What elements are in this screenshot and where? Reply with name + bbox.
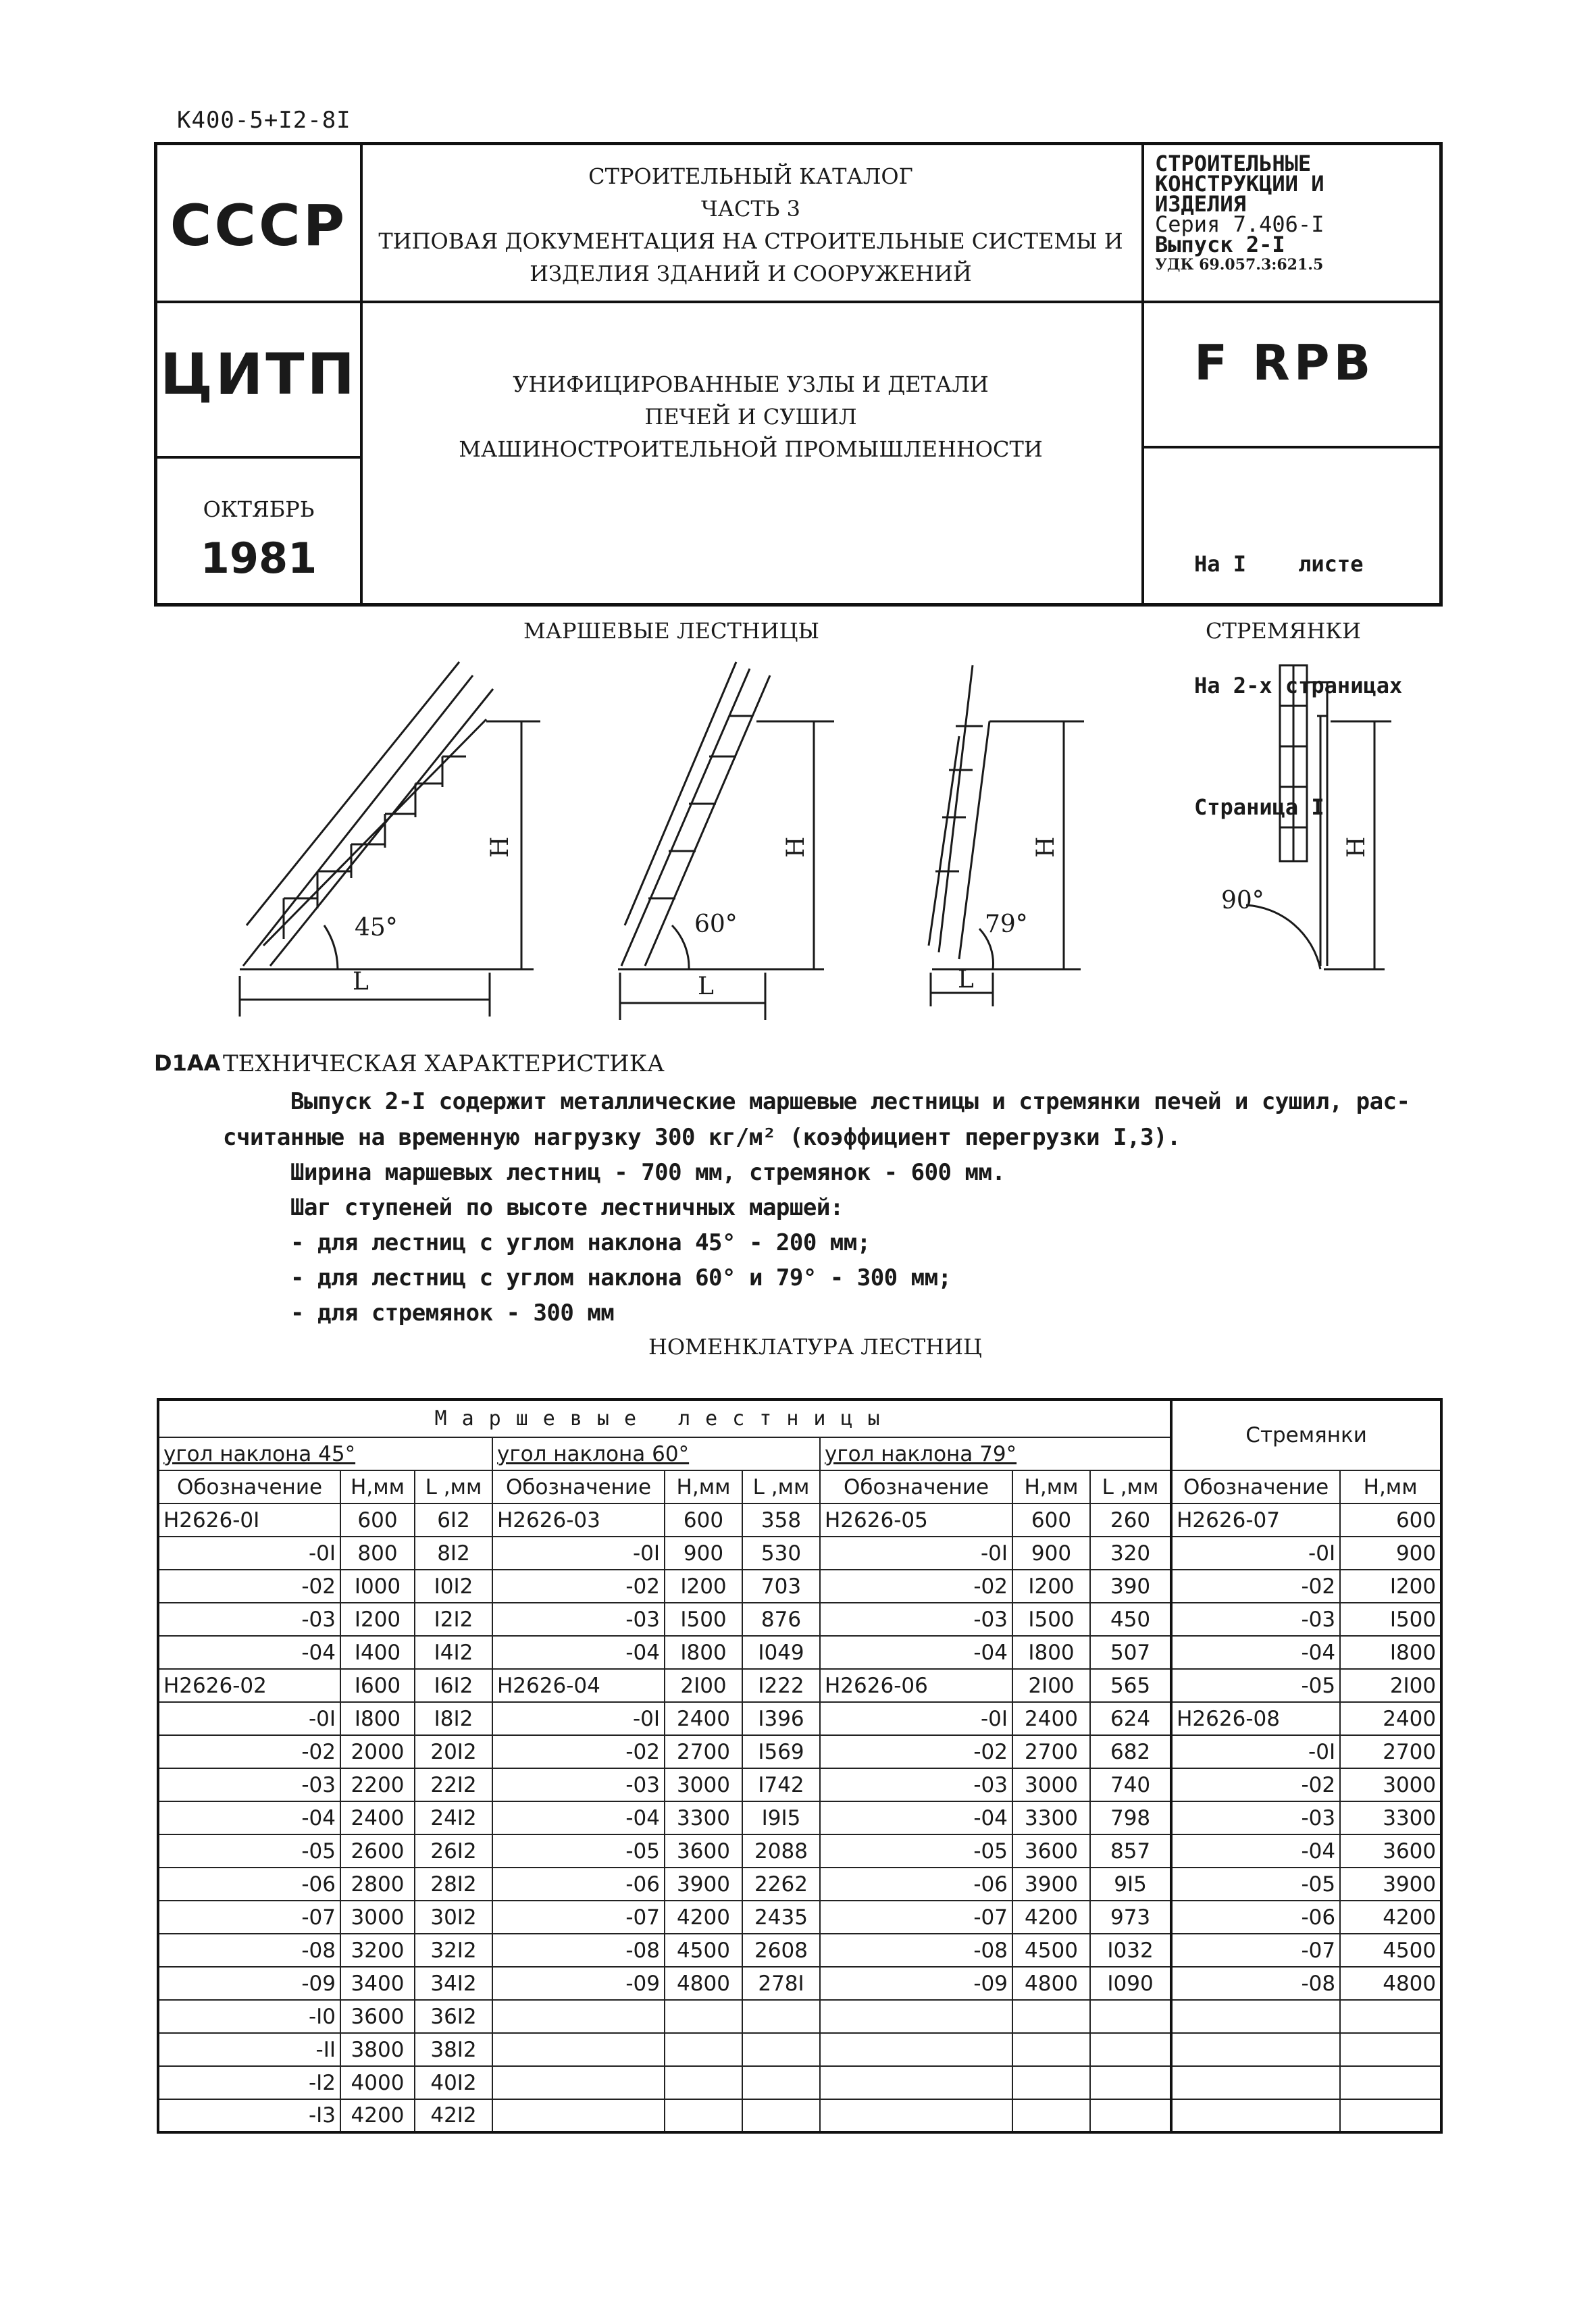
length-label-79: L [958, 966, 974, 994]
table-cell [1171, 2000, 1340, 2033]
table-cell: -0I [1171, 1735, 1340, 1768]
table-cell [1171, 2066, 1340, 2099]
table-cell: -07 [158, 1901, 340, 1934]
table-row [158, 1570, 1441, 1603]
table-cell: I8I2 [415, 1702, 492, 1735]
table-cell [492, 2099, 665, 2132]
table-cell: 4200 [340, 2099, 415, 2132]
table-cell: 2I00 [1012, 1669, 1090, 1702]
table-cell: 2400 [665, 1702, 742, 1735]
table-cell: -05 [1171, 1868, 1340, 1901]
table-row [158, 1702, 1441, 1735]
table-cell: 600 [665, 1503, 742, 1537]
table-cell [1090, 2033, 1171, 2066]
table-row [158, 2000, 1441, 2033]
tech-line-6: - для лестниц с углом наклона 60° и 79° - 300 мм; [290, 1264, 952, 1291]
table-cell [820, 2099, 1012, 2132]
table-cell: 3000 [665, 1768, 742, 1801]
table-cell: 4500 [1340, 1934, 1441, 1967]
table-title: НОМЕНКЛАТУРА ЛЕСТНИЦ [648, 1334, 982, 1360]
table-row [158, 2066, 1441, 2099]
height-label-45: Н [486, 836, 514, 858]
table-cell: -02 [158, 1570, 340, 1603]
table-cell [492, 2066, 665, 2099]
table-cell: 320 [1090, 1537, 1171, 1570]
length-label-60: L [698, 973, 714, 1000]
table-cell: -04 [158, 1636, 340, 1669]
table-cell: -I2 [158, 2066, 340, 2099]
table-row [158, 1537, 1441, 1570]
table-cell [492, 2033, 665, 2066]
table-cell: 4800 [1012, 1967, 1090, 2000]
table-cell: I800 [1340, 1636, 1441, 1669]
classification-code: F RPB [1194, 334, 1375, 391]
table-cell: 857 [1090, 1834, 1171, 1868]
table-cell: -0I [1171, 1537, 1340, 1570]
table-cell: -I0 [158, 2000, 340, 2033]
table-cell: 2400 [1340, 1702, 1441, 1735]
table-row [158, 2033, 1441, 2066]
table-cell: I742 [742, 1768, 820, 1801]
angle-60-label: 60° [694, 910, 738, 938]
height-label-79: Н [1032, 836, 1060, 858]
table-cell: 4000 [340, 2066, 415, 2099]
table-cell: 36I2 [415, 2000, 492, 2033]
table-cell: 900 [1012, 1537, 1090, 1570]
table-cell [742, 2000, 820, 2033]
table-cell [665, 2033, 742, 2066]
section-title: ТЕХНИЧЕСКАЯ ХАРАКТЕРИСТИКА [223, 1050, 665, 1077]
table-cell: 900 [1340, 1537, 1441, 1570]
table-cell: Н2626-03 [492, 1503, 665, 1537]
stair-79-drawing [929, 665, 1084, 1006]
table-cell: Н2626-04 [492, 1669, 665, 1702]
table-cell [1340, 2066, 1441, 2099]
col-header-h: Н,мм [1012, 1470, 1090, 1503]
table-cell: -05 [158, 1834, 340, 1868]
table-cell: -03 [492, 1603, 665, 1636]
table-cell: 26I2 [415, 1834, 492, 1868]
table-cell: I800 [340, 1702, 415, 1735]
table-cell: -03 [820, 1768, 1012, 1801]
table-cell [1340, 2099, 1441, 2132]
table-cell: -08 [820, 1934, 1012, 1967]
table-row [158, 1503, 1441, 1537]
table-cell: 703 [742, 1570, 820, 1603]
table-row [158, 2099, 1441, 2132]
table-row [158, 1868, 1441, 1901]
table-cell: 2400 [340, 1801, 415, 1834]
table-cell: 390 [1090, 1570, 1171, 1603]
table-cell: -04 [492, 1801, 665, 1834]
table-cell: -06 [158, 1868, 340, 1901]
table-cell: 2435 [742, 1901, 820, 1934]
table-cell: I9I5 [742, 1801, 820, 1834]
table-cell: 2700 [1012, 1735, 1090, 1768]
table-cell: 798 [1090, 1801, 1171, 1834]
issue-year: 1981 [200, 534, 317, 583]
table-cell: 4200 [1340, 1901, 1441, 1934]
table-cell: 42I2 [415, 2099, 492, 2132]
table-cell: 565 [1090, 1669, 1171, 1702]
table-cell: 3300 [665, 1801, 742, 1834]
stairs-caption: МАРШЕВЫЕ ЛЕСТНИЦЫ [523, 618, 820, 644]
nomenclature-table [157, 1398, 1443, 2134]
table-cell: I222 [742, 1669, 820, 1702]
table-cell: -II [158, 2033, 340, 2066]
table-cell: 530 [742, 1537, 820, 1570]
table-cell [665, 2000, 742, 2033]
table-cell: -0I [820, 1537, 1012, 1570]
table-cell: 900 [665, 1537, 742, 1570]
table-cell [1012, 2033, 1090, 2066]
table-cell: -08 [1171, 1967, 1340, 2000]
height-label-90: Н [1343, 836, 1370, 858]
table-cell: -0I [820, 1702, 1012, 1735]
table-cell: 3800 [340, 2033, 415, 2066]
table-cell: 2700 [665, 1735, 742, 1768]
table-cell: -02 [820, 1570, 1012, 1603]
table-cell: 32I2 [415, 1934, 492, 1967]
table-cell: 358 [742, 1503, 820, 1537]
table-cell: -02 [1171, 1768, 1340, 1801]
table-cell [1012, 2099, 1090, 2132]
table-cell: 600 [340, 1503, 415, 1537]
ladders-caption: СТРЕМЯНКИ [1206, 618, 1361, 644]
stairs-drawings [0, 648, 1596, 1040]
table-cell: -06 [492, 1868, 665, 1901]
table-cell: I800 [665, 1636, 742, 1669]
table-cell: 2000 [340, 1735, 415, 1768]
table-cell [742, 2099, 820, 2132]
table-cell: 3000 [1012, 1768, 1090, 1801]
col-header-l: L ,мм [1090, 1470, 1171, 1503]
height-label-60: Н [782, 836, 810, 858]
table-cell: -04 [820, 1636, 1012, 1669]
table-cell: 278I [742, 1967, 820, 2000]
angle-header-45: угол наклона 45° [158, 1437, 492, 1470]
tech-line-5: - для лестниц с углом наклона 45° - 200 мм; [290, 1229, 871, 1256]
table-cell: -09 [820, 1967, 1012, 2000]
table-row [158, 1636, 1441, 1669]
col-header-l: L ,мм [742, 1470, 820, 1503]
table-cell [820, 2033, 1012, 2066]
table-cell: I400 [340, 1636, 415, 1669]
col-header-h: Н,мм [340, 1470, 415, 1503]
table-cell: -03 [158, 1603, 340, 1636]
table-cell [820, 2066, 1012, 2099]
table-cell: I0I2 [415, 1570, 492, 1603]
table-cell: -03 [1171, 1801, 1340, 1834]
angle-79-label: 79° [985, 910, 1028, 938]
tech-line-4: Шаг ступеней по высоте лестничных маршей: [290, 1194, 844, 1221]
table-cell: Н2626-0I [158, 1503, 340, 1537]
table-cell: 2800 [340, 1868, 415, 1901]
table-cell: 3200 [340, 1934, 415, 1967]
table-cell [492, 2000, 665, 2033]
table-cell [1340, 2000, 1441, 2033]
section-code: D1AA [154, 1050, 221, 1076]
table-cell: -02 [492, 1735, 665, 1768]
table-cell [1012, 2000, 1090, 2033]
table-cell: 3600 [1340, 1834, 1441, 1868]
table-cell: I500 [1012, 1603, 1090, 1636]
table-cell: -04 [158, 1801, 340, 1834]
table-cell: 624 [1090, 1702, 1171, 1735]
table-cell: -05 [820, 1834, 1012, 1868]
table-cell: 28I2 [415, 1868, 492, 1901]
table-cell: 6I2 [415, 1503, 492, 1537]
table-cell [1340, 2033, 1441, 2066]
col-header-designation: Обозначение [820, 1470, 1012, 1503]
angle-header-60: угол наклона 60° [492, 1437, 820, 1470]
table-cell: 38I2 [415, 2033, 492, 2066]
table-cell: 2088 [742, 1834, 820, 1868]
table-cell: -04 [492, 1636, 665, 1669]
table-cell [1171, 2033, 1340, 2066]
table-cell: -03 [1171, 1603, 1340, 1636]
table-cell: 3600 [665, 1834, 742, 1868]
table-cell: 3400 [340, 1967, 415, 2000]
table-cell: -02 [158, 1735, 340, 1768]
table-cell: 2262 [742, 1868, 820, 1901]
table-cell: -06 [820, 1868, 1012, 1901]
table-cell: Н2626-07 [1171, 1503, 1340, 1537]
table-cell: I2I2 [415, 1603, 492, 1636]
table-cell: -0I [158, 1702, 340, 1735]
col-header-h: Н,мм [1340, 1470, 1441, 1503]
table-cell: -08 [158, 1934, 340, 1967]
document-code: К400-5+I2-8I [177, 107, 351, 134]
table-row [158, 1768, 1441, 1801]
sheet-info: На I листе На 2-х страницах Страница I [1194, 551, 1403, 820]
table-cell: 740 [1090, 1768, 1171, 1801]
table-cell: 876 [742, 1603, 820, 1636]
table-cell: 2600 [340, 1834, 415, 1868]
table-row [158, 1901, 1441, 1934]
table-cell: I090 [1090, 1967, 1171, 2000]
table-cell: 800 [340, 1537, 415, 1570]
table-cell: -09 [492, 1967, 665, 2000]
table-cell: 600 [1340, 1503, 1441, 1537]
table-cell: I6I2 [415, 1669, 492, 1702]
col-header-designation: Обозначение [1171, 1470, 1340, 1503]
table-cell: -03 [158, 1768, 340, 1801]
table-cell: Н2626-08 [1171, 1702, 1340, 1735]
tech-line-7: - для стремянок - 300 мм [290, 1300, 615, 1327]
table-cell: I200 [1340, 1570, 1441, 1603]
table-cell: 3900 [665, 1868, 742, 1901]
tech-line-2: считанные на временную нагрузку 300 кг/м² (коэффициент перегрузки I,3). [223, 1124, 1181, 1151]
table-row [158, 1801, 1441, 1834]
table-cell: 22I2 [415, 1768, 492, 1801]
table-cell: 2608 [742, 1934, 820, 1967]
table-cell: -06 [1171, 1901, 1340, 1934]
table-row [158, 1669, 1441, 1702]
org-citp: ЦИТП [160, 341, 357, 407]
table-cell: 9I5 [1090, 1868, 1171, 1901]
table-cell: 2I00 [1340, 1669, 1441, 1702]
table-cell: -02 [492, 1570, 665, 1603]
table-cell: 507 [1090, 1636, 1171, 1669]
table-cell: Н2626-06 [820, 1669, 1012, 1702]
table-cell [665, 2066, 742, 2099]
catalog-title: СТРОИТЕЛЬНЫЙ КАТАЛОГ ЧАСТЬ 3 ТИПОВАЯ ДОКУМЕНТАЦИЯ НА СТРОИТЕЛЬНЫЕ СИСТЕМЫ И ИЗДЕЛИЯ ЗДАНИЙ И СООРУЖЕНИЙ [378, 163, 1123, 286]
col-header-designation: Обозначение [492, 1470, 665, 1503]
table-cell: 260 [1090, 1503, 1171, 1537]
table-cell [820, 2000, 1012, 2033]
table-cell [1090, 2099, 1171, 2132]
table-cell: I000 [340, 1570, 415, 1603]
group-header-stairs: Маршевые лестницы [158, 1399, 1171, 1437]
table-row [158, 1934, 1441, 1967]
table-cell: -0I [158, 1537, 340, 1570]
table-row [158, 1834, 1441, 1868]
table-row [158, 1735, 1441, 1768]
issue-month: ОКТЯБРЬ [203, 496, 315, 522]
table-cell: 4500 [1012, 1934, 1090, 1967]
table-cell: -05 [1171, 1669, 1340, 1702]
table-cell: Н2626-02 [158, 1669, 340, 1702]
table-cell [1090, 2000, 1171, 2033]
col-header-designation: Обозначение [158, 1470, 340, 1503]
table-cell: 3600 [1012, 1834, 1090, 1868]
table-cell: I500 [1340, 1603, 1441, 1636]
table-cell: I200 [1012, 1570, 1090, 1603]
table-cell: I200 [340, 1603, 415, 1636]
table-cell: I049 [742, 1636, 820, 1669]
table-cell: 2700 [1340, 1735, 1441, 1768]
table-cell: -I3 [158, 2099, 340, 2132]
table-cell: -02 [820, 1735, 1012, 1768]
table-cell: -03 [820, 1603, 1012, 1636]
table-cell: I032 [1090, 1934, 1171, 1967]
table-cell: 2200 [340, 1768, 415, 1801]
table-cell: -04 [820, 1801, 1012, 1834]
table-cell: I800 [1012, 1636, 1090, 1669]
table-cell: 973 [1090, 1901, 1171, 1934]
table-cell: 40I2 [415, 2066, 492, 2099]
table-cell: 4800 [1340, 1967, 1441, 2000]
ladder-90-drawing [1246, 665, 1391, 969]
table-cell: 3000 [1340, 1768, 1441, 1801]
table-cell: I600 [340, 1669, 415, 1702]
table-cell: -07 [1171, 1934, 1340, 1967]
table-cell: 3000 [340, 1901, 415, 1934]
table-cell: I500 [665, 1603, 742, 1636]
table-cell: 4200 [665, 1901, 742, 1934]
table-cell: 682 [1090, 1735, 1171, 1768]
table-cell: Н2626-05 [820, 1503, 1012, 1537]
col-header-h: Н,мм [665, 1470, 742, 1503]
table-cell: 4800 [665, 1967, 742, 2000]
subject-title: УНИФИЦИРОВАННЫЕ УЗЛЫ И ДЕТАЛИ ПЕЧЕЙ И СУШИЛ МАШИНОСТРОИТЕЛЬНОЙ ПРОМЫШЛЕННОСТИ [459, 371, 1043, 462]
table-cell: -02 [1171, 1570, 1340, 1603]
table-cell: -05 [492, 1834, 665, 1868]
table-cell [742, 2033, 820, 2066]
table-cell: I569 [742, 1735, 820, 1768]
table-cell: -08 [492, 1934, 665, 1967]
table-cell [1171, 2099, 1340, 2132]
group-header-ladders: Стремянки [1171, 1399, 1441, 1470]
table-cell [1012, 2066, 1090, 2099]
table-cell: 4200 [1012, 1901, 1090, 1934]
table-cell: 3900 [1340, 1868, 1441, 1901]
table-cell: -04 [1171, 1834, 1340, 1868]
table-row [158, 1603, 1441, 1636]
table-cell: -07 [492, 1901, 665, 1934]
table-cell: -04 [1171, 1636, 1340, 1669]
table-cell: 20I2 [415, 1735, 492, 1768]
table-cell: -03 [492, 1768, 665, 1801]
angle-90-label: 90° [1221, 887, 1264, 915]
table-cell: -0I [492, 1702, 665, 1735]
series-info: СТРОИТЕЛЬНЫЕ КОНСТРУКЦИИ И ИЗДЕЛИЯ Серия 7.406-I Выпуск 2-I УДК 69.057.3:621.5 [1155, 151, 1324, 274]
table-cell: I200 [665, 1570, 742, 1603]
table-cell: 3900 [1012, 1868, 1090, 1901]
table-cell: I4I2 [415, 1636, 492, 1669]
length-label-45: L [353, 968, 369, 996]
table-cell: 3600 [340, 2000, 415, 2033]
table-cell: 34I2 [415, 1967, 492, 2000]
table-cell [665, 2099, 742, 2132]
table-cell: 4500 [665, 1934, 742, 1967]
table-cell: 2I00 [665, 1669, 742, 1702]
table-cell: 3300 [1340, 1801, 1441, 1834]
table-cell: -09 [158, 1967, 340, 2000]
table-cell: I396 [742, 1702, 820, 1735]
angle-45-label: 45° [355, 914, 398, 942]
table-cell: 450 [1090, 1603, 1171, 1636]
table-cell: 3300 [1012, 1801, 1090, 1834]
table-cell: 24I2 [415, 1801, 492, 1834]
table-row [158, 1967, 1441, 2000]
table-cell: 8I2 [415, 1537, 492, 1570]
col-header-l: L ,мм [415, 1470, 492, 1503]
table-cell: 600 [1012, 1503, 1090, 1537]
table-cell: 30I2 [415, 1901, 492, 1934]
table-cell [742, 2066, 820, 2099]
tech-line-3: Ширина маршевых лестниц - 700 мм, стремянок - 600 мм. [290, 1159, 1006, 1186]
table-cell: -0I [492, 1537, 665, 1570]
angle-header-79: угол наклона 79° [820, 1437, 1171, 1470]
table-cell [1090, 2066, 1171, 2099]
org-ussr: СССР [170, 192, 348, 259]
table-cell: 2400 [1012, 1702, 1090, 1735]
table-cell: -07 [820, 1901, 1012, 1934]
tech-line-1: Выпуск 2-I содержит металлические маршевые лестницы и стремянки печей и сушил, рас- [290, 1088, 1410, 1115]
